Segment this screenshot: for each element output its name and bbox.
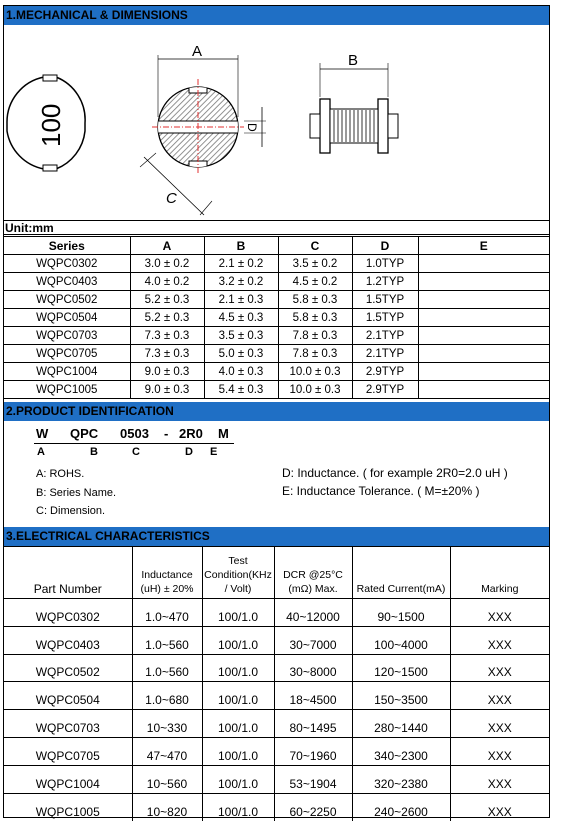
table-cell: XXX — [450, 626, 549, 654]
code-series: QPC — [70, 426, 99, 441]
dimensions-row — [4, 363, 549, 381]
table-cell — [418, 363, 549, 381]
table-cell: 1.0~470 — [132, 599, 202, 627]
note-b: B: Series Name. — [36, 487, 117, 499]
table-cell — [418, 309, 549, 327]
table-cell: 4.5 ± 0.2 — [278, 273, 352, 291]
table-cell: 90~1500 — [352, 599, 450, 627]
code-letter-c: C — [132, 446, 140, 458]
table-cell: 2.1TYP — [352, 327, 418, 345]
code-letter-a: A — [37, 446, 45, 458]
electrical-table — [4, 546, 549, 821]
part-marking-text: 100 — [36, 103, 66, 147]
column-header-dcr — [274, 547, 352, 599]
table-cell: 100/1.0 — [202, 626, 274, 654]
table-cell: 5.2 ± 0.3 — [130, 291, 204, 309]
code-underline — [34, 443, 234, 444]
part-number-cell: WQPC0703 — [4, 327, 130, 345]
header-text: / Volt) — [224, 583, 252, 595]
table-cell: 100~4000 — [352, 626, 450, 654]
table-cell: 100/1.0 — [202, 599, 274, 627]
electrical-row — [4, 599, 549, 627]
code-w: W — [36, 426, 49, 441]
table-cell — [418, 255, 549, 273]
column-header-part-number — [4, 547, 132, 599]
header-text: Condition(KHz — [204, 569, 272, 581]
top-view — [140, 43, 266, 215]
table-cell: 100/1.0 — [202, 682, 274, 710]
code-tolerance: M — [218, 426, 229, 441]
table-cell: 18~4500 — [274, 682, 352, 710]
table-cell: 7.8 ± 0.3 — [278, 345, 352, 363]
table-cell: 10~330 — [132, 710, 202, 738]
header-text: Test — [228, 555, 248, 567]
table-cell — [418, 291, 549, 309]
code-inductance: 2R0 — [179, 426, 203, 441]
header-text: Marking — [481, 583, 519, 595]
code-dimension: 0503 — [120, 426, 149, 441]
table-cell: 120~1500 — [352, 654, 450, 682]
electrical-row — [4, 710, 549, 738]
table-cell: 1.0~560 — [132, 654, 202, 682]
part-number-cell: WQPC0705 — [4, 737, 132, 765]
column-header-marking — [450, 547, 549, 599]
part-number-cell: WQPC0502 — [4, 291, 130, 309]
table-cell: 100/1.0 — [202, 793, 274, 821]
note-e: E: Inductance Tolerance. ( M=±20% ) — [282, 484, 480, 498]
part-number-cell: WQPC0502 — [4, 654, 132, 682]
code-dash: - — [164, 426, 169, 441]
electrical-row — [4, 765, 549, 793]
table-cell: 30~8000 — [274, 654, 352, 682]
table-cell: 4.0 ± 0.3 — [204, 363, 278, 381]
table-cell: XXX — [450, 737, 549, 765]
table-cell: 340~2300 — [352, 737, 450, 765]
table-cell: 320~2380 — [352, 765, 450, 793]
column-header: E — [418, 237, 549, 255]
electrical-row — [4, 626, 549, 654]
table-cell: 2.9TYP — [352, 381, 418, 399]
dimensions-row — [4, 327, 549, 345]
table-cell: XXX — [450, 654, 549, 682]
part-number-cell: WQPC0302 — [4, 599, 132, 627]
electrical-row — [4, 793, 549, 821]
table-cell: 70~1960 — [274, 737, 352, 765]
table-cell: 30~7000 — [274, 626, 352, 654]
table-cell: 2.1TYP — [352, 345, 418, 363]
table-cell: 3.5 ± 0.3 — [204, 327, 278, 345]
table-cell: 280~1440 — [352, 710, 450, 738]
table-cell — [418, 327, 549, 345]
part-number-cell: WQPC0703 — [4, 710, 132, 738]
table-cell: 1.0TYP — [352, 255, 418, 273]
section-header-mechanical: 1.MECHANICAL & DIMENSIONS — [4, 6, 549, 25]
column-header-inductance — [132, 547, 202, 599]
table-cell: 5.8 ± 0.3 — [278, 309, 352, 327]
table-cell: 7.8 ± 0.3 — [278, 327, 352, 345]
table-cell: 40~12000 — [274, 599, 352, 627]
table-cell: XXX — [450, 599, 549, 627]
table-cell: 3.5 ± 0.2 — [278, 255, 352, 273]
table-cell: 80~1495 — [274, 710, 352, 738]
table-cell: 1.0~560 — [132, 626, 202, 654]
electrical-header-row — [4, 547, 549, 599]
marked-part-outline — [7, 75, 85, 171]
column-header: D — [352, 237, 418, 255]
table-cell: 2.1 ± 0.3 — [204, 291, 278, 309]
dimensions-row — [4, 381, 549, 399]
mechanical-drawing — [4, 25, 549, 221]
table-cell — [418, 345, 549, 363]
part-number-cell: WQPC0504 — [4, 309, 130, 327]
table-cell: 100/1.0 — [202, 654, 274, 682]
part-number-cell: WQPC0504 — [4, 682, 132, 710]
section-header-identification: 2.PRODUCT IDENTIFICATION — [4, 402, 549, 421]
part-number-cell: WQPC0302 — [4, 255, 130, 273]
column-header: B — [204, 237, 278, 255]
dimensions-table — [4, 236, 549, 399]
table-cell: 60~2250 — [274, 793, 352, 821]
note-d: D: Inductance. ( for example 2R0=2.0 uH ) — [282, 466, 508, 480]
table-cell: 9.0 ± 0.3 — [130, 363, 204, 381]
table-cell: XXX — [450, 682, 549, 710]
part-number-cell: WQPC1004 — [4, 765, 132, 793]
dimensions-row — [4, 291, 549, 309]
electrical-row — [4, 654, 549, 682]
electrical-table-body — [4, 599, 549, 821]
table-cell: 1.2TYP — [352, 273, 418, 291]
column-header-rated-current — [352, 547, 450, 599]
part-number-cell: WQPC1005 — [4, 381, 130, 399]
table-cell: 100/1.0 — [202, 765, 274, 793]
table-cell: 100/1.0 — [202, 737, 274, 765]
code-letter-b: B — [90, 446, 98, 458]
table-cell: 2.1 ± 0.2 — [204, 255, 278, 273]
part-number-cell: WQPC0705 — [4, 345, 130, 363]
header-text: Inductance — [141, 569, 193, 581]
table-cell: 10~820 — [132, 793, 202, 821]
table-cell: 10~560 — [132, 765, 202, 793]
table-cell — [418, 273, 549, 291]
header-text: (mΩ) Max. — [288, 583, 338, 595]
column-header: Series — [4, 237, 130, 255]
table-cell: 5.8 ± 0.3 — [278, 291, 352, 309]
table-cell: 1.5TYP — [352, 291, 418, 309]
column-header: C — [278, 237, 352, 255]
table-cell: 47~470 — [132, 737, 202, 765]
dim-label-b: B — [348, 52, 359, 69]
datasheet-page — [3, 5, 550, 818]
table-cell — [418, 381, 549, 399]
table-cell: XXX — [450, 710, 549, 738]
part-number-cell: WQPC0403 — [4, 626, 132, 654]
table-cell: 4.5 ± 0.3 — [204, 309, 278, 327]
column-header-test-condition — [202, 547, 274, 599]
table-cell: 2.9TYP — [352, 363, 418, 381]
dimensions-row — [4, 309, 549, 327]
dimensions-row — [4, 273, 549, 291]
dimensions-table-body — [4, 255, 549, 399]
unit-label: Unit:mm — [4, 221, 549, 235]
table-cell: 10.0 ± 0.3 — [278, 363, 352, 381]
table-cell: 7.3 ± 0.3 — [130, 327, 204, 345]
table-cell: 5.4 ± 0.3 — [204, 381, 278, 399]
code-letter-d: D — [185, 446, 193, 458]
table-cell: 9.0 ± 0.3 — [130, 381, 204, 399]
dim-label-c: C — [166, 190, 177, 207]
part-number-cell: WQPC1005 — [4, 793, 132, 821]
table-cell: XXX — [450, 765, 549, 793]
side-view — [310, 52, 398, 153]
product-identification — [4, 420, 549, 527]
header-text: Part Number — [33, 582, 102, 596]
table-cell: 3.0 ± 0.2 — [130, 255, 204, 273]
table-cell: 1.5TYP — [352, 309, 418, 327]
header-text: DCR @25°C — [283, 569, 343, 581]
table-cell: 4.0 ± 0.2 — [130, 273, 204, 291]
table-cell: 3.2 ± 0.2 — [204, 273, 278, 291]
part-number-cell: WQPC0403 — [4, 273, 130, 291]
table-cell: 150~3500 — [352, 682, 450, 710]
table-cell: 240~2600 — [352, 793, 450, 821]
electrical-row — [4, 682, 549, 710]
electrical-row — [4, 737, 549, 765]
code-letter-e: E — [210, 446, 218, 458]
part-number-cell: WQPC1004 — [4, 363, 130, 381]
dim-label-d: D — [245, 123, 259, 132]
header-text: Rated Current(mA) — [356, 583, 446, 595]
table-cell: 10.0 ± 0.3 — [278, 381, 352, 399]
table-cell: 7.3 ± 0.3 — [130, 345, 204, 363]
header-text: (uH) ± 20% — [140, 583, 194, 595]
dimensions-row — [4, 255, 549, 273]
table-cell: 5.2 ± 0.3 — [130, 309, 204, 327]
section-header-electrical: 3.ELECTRICAL CHARACTERISTICS — [4, 527, 549, 546]
dimension-drawing-svg — [4, 25, 549, 221]
table-cell: 1.0~680 — [132, 682, 202, 710]
table-cell: 5.0 ± 0.3 — [204, 345, 278, 363]
table-cell: 100/1.0 — [202, 710, 274, 738]
table-cell: 53~1904 — [274, 765, 352, 793]
note-c: C: Dimension. — [36, 505, 106, 517]
dimensions-header-row — [4, 237, 549, 255]
note-a: A: ROHS. — [36, 468, 85, 480]
column-header: A — [130, 237, 204, 255]
dim-label-a: A — [192, 43, 203, 60]
table-cell: XXX — [450, 793, 549, 821]
dimensions-row — [4, 345, 549, 363]
